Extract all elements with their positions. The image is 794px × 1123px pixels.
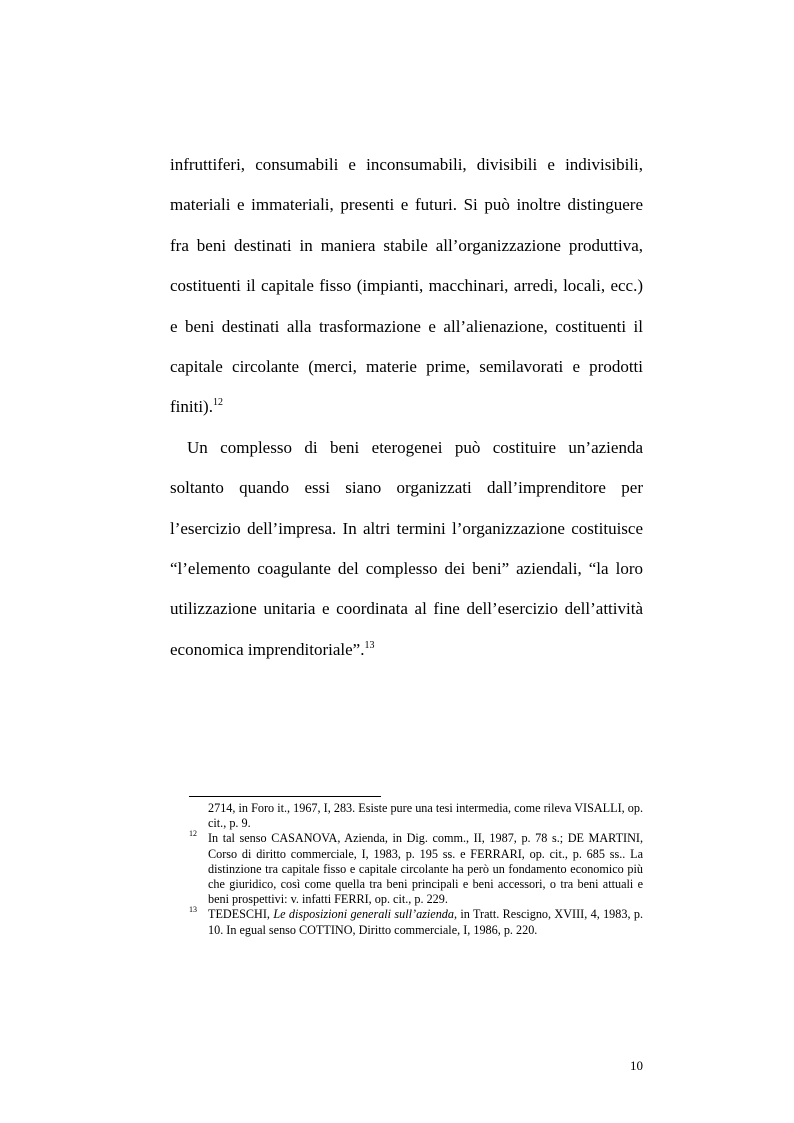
footnote-12-number: 12 (189, 829, 197, 839)
footnote-12-text: In tal senso CASANOVA, Azienda, in Dig. comm., II, 1987, p. 78 s.; DE MARTINI, Corso di diritto commerciale, I, 1983, p. 195 ss. e FERRARI, op. cit., p. 685 ss.. La distinzione tra capitale fisso e capitale circolante ha però un fondamento economico più che giuridico, così come quella tra beni principali e beni accessori, o tra beni attuali e beni prospettivi: v. infatti FERRI, op. cit., p. 229. (208, 831, 643, 907)
footnote-ref-13: 13 (364, 639, 375, 651)
body-text (170, 145, 643, 670)
footnotes (189, 801, 643, 938)
footnote-continued-text: 2714, in Foro it., 1967, I, 283. Esiste pure una tesi intermedia, come rileva VISALLI, op. cit., p. 9. (208, 801, 643, 831)
footnote-separator (189, 796, 381, 797)
footnote-13-rest: , in Tratt. Rescigno, XVIII, 4, 1983, p. 10. In egual senso COTTINO, Diritto commerciale, I, 1986, p. 220. (208, 907, 644, 937)
footnote-13-number: 13 (189, 905, 197, 915)
footnote-13-title: Le disposizioni generali sull’azienda (273, 907, 454, 922)
paragraph-1-text: infruttiferi, consumabili e inconsumabili, divisibili e indivisibili, materiali e immateriali, presenti e futuri. Si può inoltre distinguere fra beni destinati in maniera stabile all’organizzazione produttiva, costituenti il capitale fisso (impianti, macchinari, arredi, locali, ecc.) e beni destinati alla trasformazione e all’alienazione, costituenti il capitale circolante (merci, materie prime, semilavorati e prodotti finiti). (170, 155, 643, 417)
paragraph-2 (170, 428, 643, 670)
page-number: 10 (630, 1058, 643, 1073)
paragraph-2-text: Un complesso di beni eterogenei può costituire un’azienda soltanto quando essi siano organizzati dall’imprenditore per l’esercizio dell’impresa. In altri termini l’organizzazione costituisce “l’elemento coagulante del complesso dei beni” aziendali, “la loro utilizzazione unitaria e coordinata al fine dell’esercizio dell’attività economica imprenditoriale”. (170, 437, 643, 659)
footnote-13 (189, 907, 643, 937)
paragraph-1 (170, 145, 643, 428)
footnote-ref-12: 12 (212, 397, 223, 409)
footnote-continued (189, 801, 643, 831)
footnote-13-author: TEDESCHI, (208, 907, 274, 922)
footnote-12 (189, 831, 643, 907)
